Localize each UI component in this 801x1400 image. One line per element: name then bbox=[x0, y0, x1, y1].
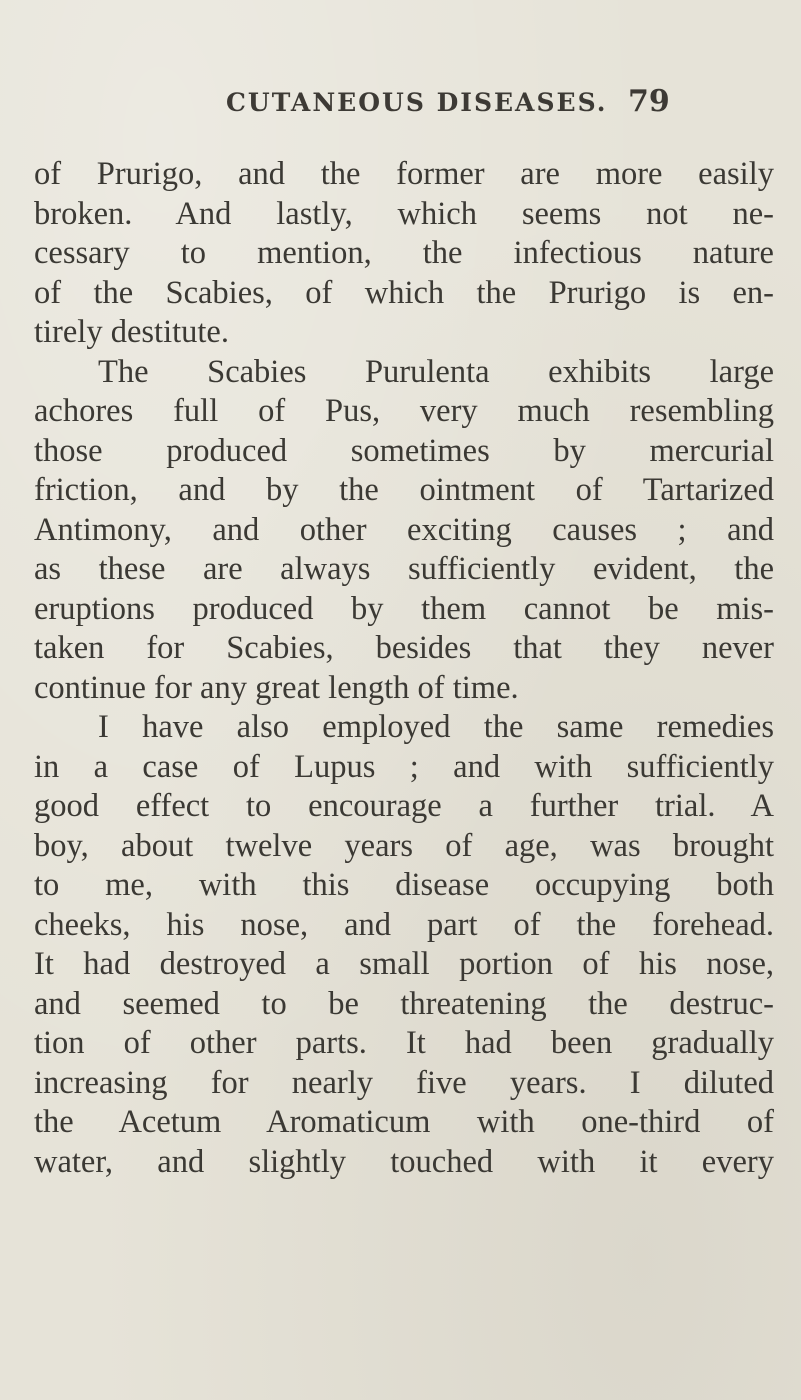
text-line: taken for Scabies, besides that they never bbox=[34, 630, 774, 666]
text-line: those produced sometimes by mercurial bbox=[34, 432, 774, 469]
paragraph-start-line: The Scabies Purulenta exhibits large bbox=[98, 353, 774, 390]
text-line: good effect to encourage a further trial. A bbox=[34, 788, 774, 824]
running-head-title: CUTANEOUS DISEASES. bbox=[226, 88, 608, 117]
text-line: increasing for nearly five years. I diluted bbox=[34, 1064, 774, 1101]
text-line: of the Scabies, of which the Prurigo is en- bbox=[34, 274, 774, 311]
text-line: achores full of Pus, very much resembling bbox=[34, 393, 774, 429]
text-line: friction, and by the ointment of Tartarized bbox=[34, 472, 774, 508]
text-line: tirely destitute. bbox=[34, 314, 229, 350]
text-line: cheeks, his nose, and part of the forehead. bbox=[34, 906, 774, 943]
text-line: tion of other parts. It had been gradually bbox=[34, 1025, 774, 1061]
text-line: broken. And lastly, which seems not ne- bbox=[34, 195, 774, 232]
body-text bbox=[34, 155, 774, 1182]
text-line: water, and slightly touched with it every bbox=[34, 1143, 774, 1180]
text-line: of Prurigo, and the former are more easily bbox=[34, 156, 774, 192]
text-line: as these are always sufficiently evident, the bbox=[34, 551, 774, 587]
page-number: 79 bbox=[628, 84, 670, 119]
text-line: and seemed to be threatening the destruc- bbox=[34, 985, 774, 1022]
text-line: continue for any great length of time. bbox=[34, 669, 519, 706]
text-line: the Acetum Aromaticum with one-third of bbox=[34, 1104, 774, 1140]
text-line: eruptions produced by them cannot be mis- bbox=[34, 590, 774, 627]
text-line: to me, with this disease occupying both bbox=[34, 867, 774, 903]
text-line: boy, about twelve years of age, was brought bbox=[34, 827, 774, 864]
paragraph-start-line: I have also employed the same remedies bbox=[98, 709, 774, 745]
text-line: It had destroyed a small portion of his nose, bbox=[34, 946, 774, 982]
text-line: Antimony, and other exciting causes ; and bbox=[34, 511, 774, 548]
text-line: in a case of Lupus ; and with sufficiently bbox=[34, 748, 774, 785]
text-line: cessary to mention, the infectious nature bbox=[34, 235, 774, 271]
